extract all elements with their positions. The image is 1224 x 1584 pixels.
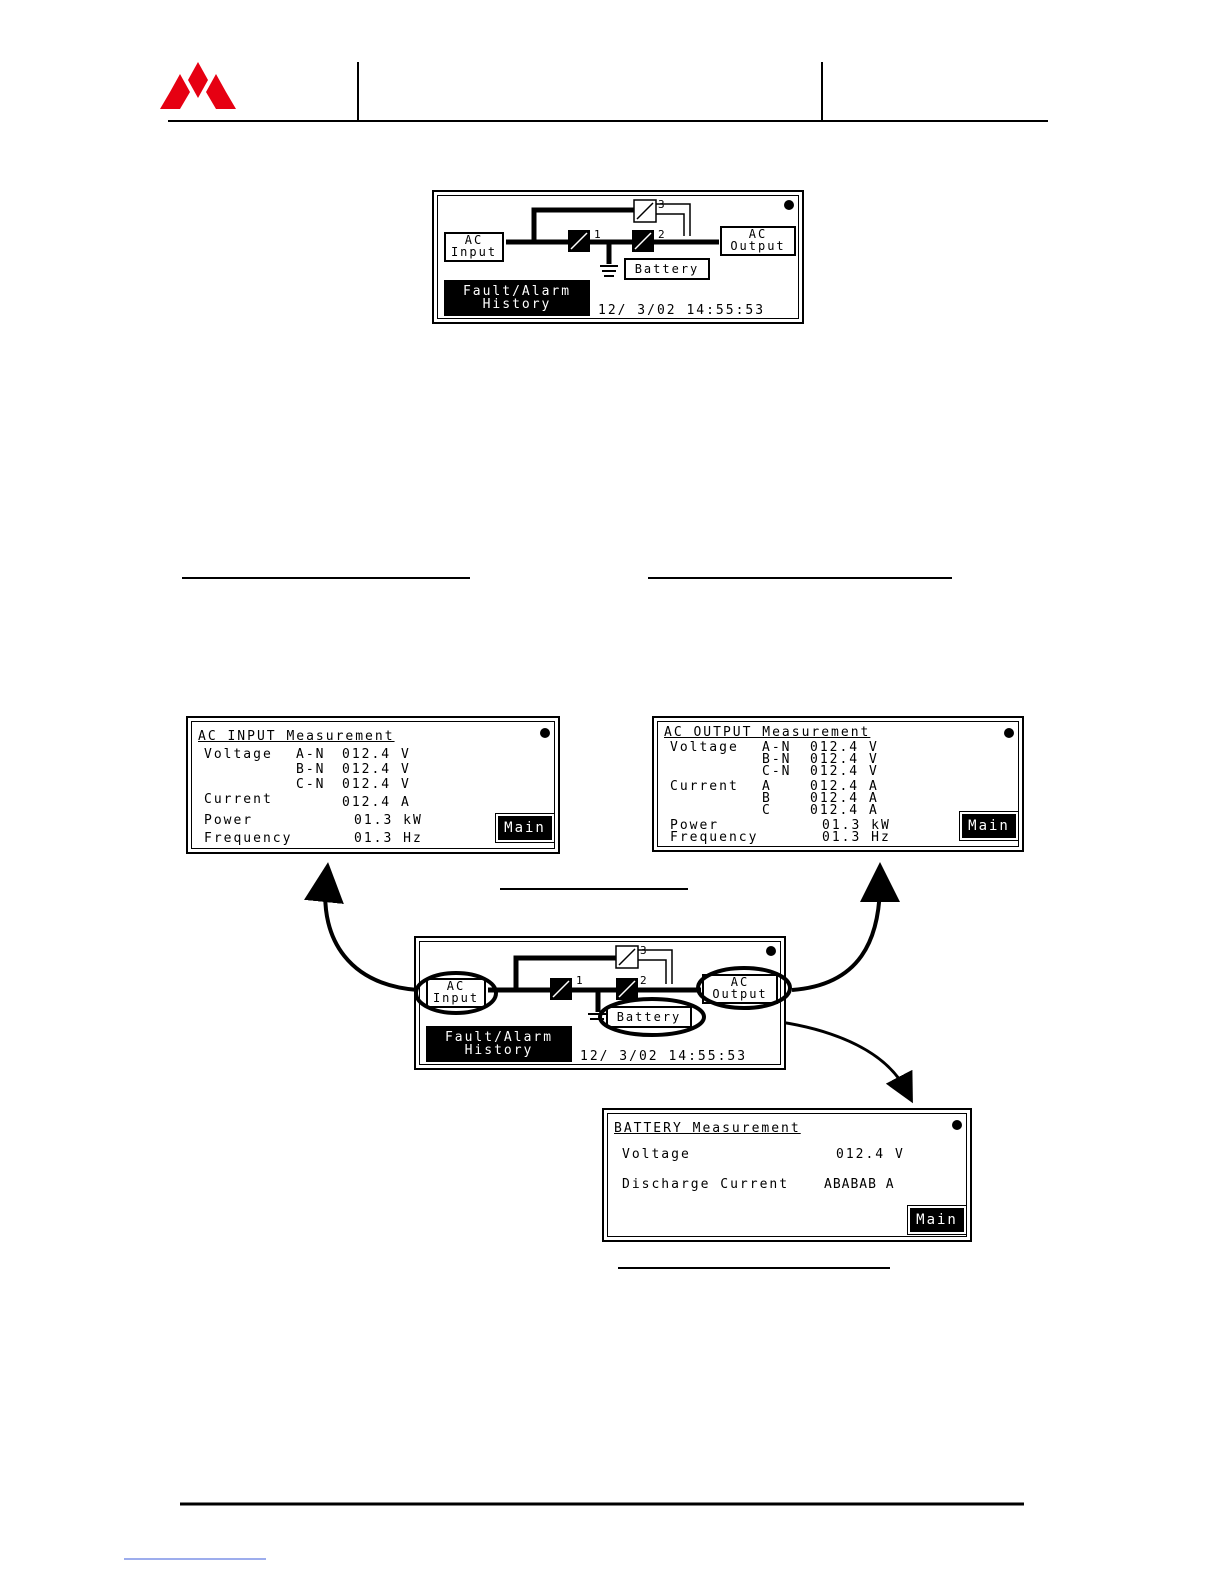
power-label: Power bbox=[670, 818, 720, 833]
ac-input-measurement-screen bbox=[186, 716, 560, 854]
ac-output-box[interactable]: AC Output bbox=[720, 226, 796, 256]
voltage-label: Voltage bbox=[622, 1147, 691, 1162]
frequency-value: 01.3 Hz bbox=[822, 830, 891, 845]
status-dot-icon bbox=[784, 200, 794, 210]
voltage-bn-value: 012.4 V bbox=[342, 762, 411, 777]
status-dot-icon bbox=[766, 946, 776, 956]
frequency-label: Frequency bbox=[204, 831, 293, 846]
power-value: 01.3 kW bbox=[822, 818, 891, 833]
phase-c-label: C bbox=[762, 803, 772, 818]
ac-input-highlight-icon bbox=[416, 973, 496, 1013]
battery-title: BATTERY Measurement bbox=[614, 1121, 801, 1136]
phase-bn-label: B-N bbox=[762, 752, 792, 767]
voltage-an-value: 012.4 V bbox=[342, 747, 411, 762]
status-dot-icon bbox=[1004, 728, 1014, 738]
current-label: Current bbox=[204, 792, 273, 807]
label-3: 3 bbox=[658, 198, 667, 211]
header-rule bbox=[0, 0, 1224, 130]
ac-input-box[interactable]: AC Input bbox=[444, 232, 504, 262]
label-2: 2 bbox=[640, 974, 649, 987]
highlight-ellipses bbox=[400, 960, 800, 1040]
label-1: 1 bbox=[576, 974, 585, 987]
ac-input-box[interactable]: AC Input bbox=[426, 978, 486, 1008]
voltage-cn-value: 012.4 V bbox=[342, 777, 411, 792]
status-dot-icon bbox=[540, 728, 550, 738]
mitsubishi-logo-icon bbox=[160, 62, 236, 109]
ac-output-title: AC OUTPUT Measurement bbox=[664, 725, 871, 740]
datetime: 12/ 3/02 14:55:53 bbox=[598, 303, 766, 318]
battery-box[interactable]: Battery bbox=[606, 1006, 692, 1028]
datetime: 12/ 3/02 14:55:53 bbox=[580, 1049, 748, 1064]
discharge-current-label: Discharge Current bbox=[622, 1177, 790, 1192]
phase-an-label: A-N bbox=[296, 747, 326, 762]
footer-rules bbox=[0, 1260, 1224, 1584]
discharge-current-value: ABABAB A bbox=[824, 1177, 895, 1192]
voltage-bn-value: 012.4 V bbox=[810, 752, 879, 767]
battery-box[interactable]: Battery bbox=[624, 258, 710, 280]
voltage-label: Voltage bbox=[670, 740, 739, 755]
phase-b-label: B bbox=[762, 791, 772, 806]
label-2: 2 bbox=[658, 228, 667, 241]
main-screen-top bbox=[432, 190, 804, 324]
current-label: Current bbox=[670, 779, 739, 794]
voltage-cn-value: 012.4 V bbox=[810, 764, 879, 779]
ac-output-highlight-icon bbox=[698, 968, 790, 1008]
ac-output-measurement-screen bbox=[652, 716, 1024, 852]
phase-cn-label: C-N bbox=[296, 777, 326, 792]
main-button[interactable]: Main bbox=[498, 816, 552, 840]
current-b-value: 012.4 A bbox=[810, 791, 879, 806]
frequency-label: Frequency bbox=[670, 830, 759, 845]
voltage-an-value: 012.4 V bbox=[810, 740, 879, 755]
arrow-to-ac-output-icon bbox=[792, 882, 880, 990]
current-c-value: 012.4 A bbox=[810, 803, 879, 818]
ac-input-title: AC INPUT Measurement bbox=[198, 729, 395, 744]
phase-cn-label: C-N bbox=[762, 764, 792, 779]
battery-highlight-icon bbox=[600, 999, 704, 1035]
phase-a-label: A bbox=[762, 779, 772, 794]
power-value: 01.3 kW bbox=[354, 813, 423, 828]
current-a-value: 012.4 A bbox=[810, 779, 879, 794]
phase-an-label: A-N bbox=[762, 740, 792, 755]
voltage-label: Voltage bbox=[204, 747, 273, 762]
fault-alarm-history-button[interactable]: Fault/Alarm History bbox=[426, 1026, 572, 1062]
main-button[interactable]: Main bbox=[962, 814, 1016, 838]
frequency-value: 01.3 Hz bbox=[354, 831, 423, 846]
battery-measurement-screen bbox=[602, 1108, 972, 1242]
power-label: Power bbox=[204, 813, 254, 828]
phase-bn-label: B-N bbox=[296, 762, 326, 777]
fault-alarm-history-button[interactable]: Fault/Alarm History bbox=[444, 280, 590, 316]
status-dot-icon bbox=[952, 1120, 962, 1130]
label-1: 1 bbox=[594, 228, 603, 241]
voltage-value: 012.4 V bbox=[836, 1147, 905, 1162]
label-3: 3 bbox=[640, 944, 649, 957]
current-value: 012.4 A bbox=[342, 795, 411, 810]
ac-output-box[interactable]: AC Output bbox=[702, 974, 778, 1004]
main-button[interactable]: Main bbox=[910, 1208, 964, 1232]
